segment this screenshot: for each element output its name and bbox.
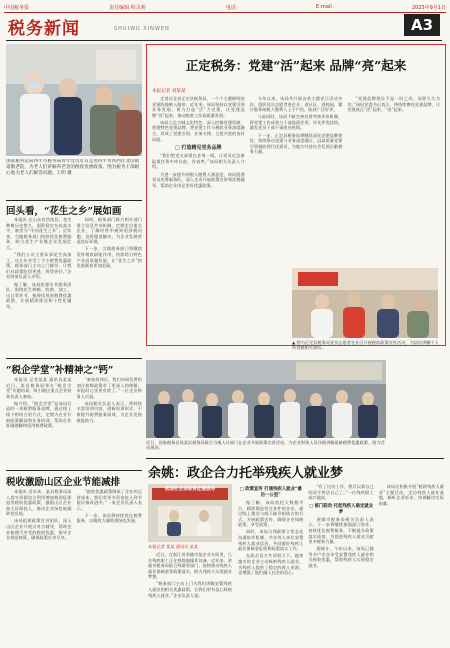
divider-rule [6, 358, 142, 359]
section-title: 税务新闻 [8, 19, 80, 39]
story2-paragraph: 据介绍，“税企学堂”是该局打造的一项税费服务品牌，通过线上线下相结合的方式，定期为企业开展政策解读和业务培训，帮助企业准确理解和适用税费政策。 [6, 400, 72, 429]
divider-rule [146, 458, 444, 459]
story3-paragraph: 下一步，该局将持续优化税费服务，以税收力量助推绿色发展。 [76, 512, 142, 524]
story2-column [77, 377, 143, 465]
story3-column [6, 489, 72, 643]
feature-column [152, 96, 245, 340]
photo-feature-activity [292, 268, 438, 338]
feature-subhead: □ 打造精见党务品牌 [175, 145, 222, 152]
email-label: E-mail [316, 4, 332, 10]
issue-date: 2023年9月1日 [411, 4, 446, 11]
story1-headline: 回头看，“花生之乡”展如画 [6, 206, 122, 217]
section-masthead [6, 12, 442, 41]
feature-paragraph: 今年以来，该局共开展各类主题党日活动多次，组织党员志愿者进企业、进社区、进校园，累计服务纳税人缴费人上千户次，收获广泛好评。 [249, 96, 343, 113]
story3-paragraph: 该局组建政策宣讲团队，深入山区企业开展点对点辅导，帮助企业梳理可享受的税收优惠，指导企业规范核算，确保政策应享尽享。 [6, 518, 72, 541]
story1-paragraph: 同时，税务部门联合相关部门建立信息共享机制，定期走访重点企业，了解经营中遇到的涉税问题，及时跟进解决，为企业发展营造良好环境。 [76, 217, 142, 245]
story4-paragraph: 据了解，该局依托大数据平台，精准筛选符合条件的企业，通过线上推送与线下辅导相结合的方式，开展政策宣传，确保企业知晓政策、享受政策。 [238, 500, 304, 528]
divider-rule [6, 200, 142, 201]
story2-headline: “税企学堂”补精神之“钙” [6, 365, 114, 376]
feature-paragraph: 下一步，正定县税务局将继续深化党建品牌建设，持续推动党建与业务深度融合，以高质量党建引领税收现代化建设，为地方经济社会发展贡献税务力量。 [249, 132, 343, 155]
story4-paragraph: 据统计，今年以来，该局已辅导多户企业享受安置残疾人就业相关税收优惠，帮助残疾人实现稳定就业。 [308, 546, 374, 569]
story4-column [379, 484, 444, 644]
story2-body [6, 377, 142, 465]
story1-paragraph: 本报讯 在山东省莒南县，花生种植历史悠久，面积稳定在较高水平，被誉为“中国花生之乡”。近年来，当地税务部门持续优化税费服务，助力花生产业链企业发展壮大。 [6, 217, 72, 250]
story4-paragraph: 近日，在浙江省余姚市某企业车间里，几名残疾职工正在熟练地操作设备。近年来，余姚市税务局联合残联等部门，持续推动残疾人就业保障金等政策落实，助力残疾人实现就业梦想。 [148, 552, 232, 580]
story3-paragraph: 本报讯 近年来，某县税务局深入落实资源综合利用增值税即征即退等税收优惠政策，激励山区企业加大环保投入，推动企业绿色低碳转型发展。 [6, 489, 72, 517]
section-subtitle: SHUIWU XINWEN [114, 26, 170, 32]
story4-paragraph: 余姚市税务局相关负责人表示，下一步将继续加强部门协作，持续优化税费服务，不断提升政策落实质效，为促进残疾人就业贡献更多税务力量。 [308, 516, 374, 545]
feature-paragraph: 走进河北省正定县税务局，一个个主题鲜明的党建阵地映入眼帘。近年来，该局坚持以党建引领业务发展，着力打造“活”力党建，让党建品牌“亮”起来，推动税收工作高质量发展。 [152, 96, 245, 118]
photo2-caption: 近日，国家税务总局某县税务局联合当地人社部门在企业开展政策宣讲活动，为企业财务人员详细讲解最新税费优惠政策。图为活动现场。 [146, 440, 385, 451]
photo1-caption: 国家税务总局四平市税务局青年党员近日走进四平市铁西区北山街道敬老院，为老人们讲解养老金的税收优惠政策。图为税务干部耐心地为老人们解答问题。王明 摄 [6, 159, 140, 176]
story4-column [308, 484, 373, 644]
photo-training-hall [146, 360, 386, 438]
story3-paragraph: “税收优惠政策降低了企业的运营成本，我们有更多资金投入到节能设备改造中。”一家企业负责人表示。 [76, 489, 142, 511]
story3-body [6, 489, 142, 643]
story2-paragraph: 该局相关负责人表示，将持续丰富培训内容，创新培训形式，不断提升税费服务质效，为企业发展赋能助力。 [76, 400, 142, 423]
story1-paragraph: “我们公司主要从事花生深加工，这几年享受了不少税费优惠政策，税务部门主动上门辅导，让我们对政策吃得更透、用得更好。”企业财务负责人介绍。 [6, 252, 72, 280]
story1-body [6, 217, 142, 342]
divider-rule [6, 470, 142, 471]
story4-paragraph: 同时，该局与残联建立常态化沟通协作机制，共享用人单位安置残疾人就业信息，共同做好残疾人就业保障金征收和政策落实工作。 [238, 529, 304, 552]
story4-subhead: □ 部门联动 托起残疾人稳定就业梦 [308, 503, 374, 515]
feature-paragraph: 为进一步提升纳税人缴费人满意度，该局组建党员先锋服务队，深入企业开展政策宣讲和涉税辅导，帮助企业用足用好优惠政策。 [152, 171, 245, 188]
feature-paragraph: “党建品牌建设不是一时之功，而要久久为功。”该局党委书记表示，将持续擦亮党建品牌，让党建真正“活”起来、“亮”起来。 [347, 96, 441, 113]
story4-column [238, 484, 303, 644]
story2-paragraph: “参加培训后，我们对研发费用加计扣除政策有了更深入的理解，申报时心里更有底了。”一位企业财务人员说。 [76, 377, 142, 399]
feature-byline: 本报记者 刘某某 [152, 89, 186, 94]
story4-subhead: □ 政策宣传 打通残疾人就业“最后一公里” [239, 487, 302, 498]
story4-paragraph: “有了这份工作，我可以靠自己的双手养活自己了。”一位残疾职工高兴地说。 [308, 484, 374, 501]
story2-paragraph: 本报讯 记者某某 通讯员某某 近日，某县税务局举办“税企学堂”专题培训，吸引辖区重点企业财务负责人参加。 [6, 377, 72, 399]
feature-photo-caption: ▲ 图为正定县税务局党员志愿者在社区开展税收政策宣传活动，为居民讲解个人所得税相关知识。 [292, 340, 439, 351]
story1-paragraph: 下一步，当地税务部门将继续发挥税收职能作用，持续助力特色产业高质量发展，让“花生之乡”的发展画卷更加美丽。 [76, 246, 142, 269]
feature-paragraph: 该局立足古城文化特色，深入挖掘党建资源，创建特色党建品牌，将党建工作与税收业务深度融合，形成了党建引领、业务支撑、互促共进的良好局面。 [152, 119, 245, 142]
story2-column [6, 377, 72, 465]
feature-headline: 正定税务：党建“活”起来 品牌“亮”起来 [185, 58, 407, 73]
story3-column [77, 489, 143, 643]
feature-paragraph: “我们把党支部建在业务一线，让党员在急难险重任务中冲在前、作表率。”该局相关负责人介绍。 [152, 153, 245, 170]
story3-headline: 税收激励山区企业节能减排 [6, 477, 121, 488]
story4-byline: 本报记者 某某 通讯员 某某 [148, 544, 199, 549]
phone-label: 电话 [225, 4, 236, 11]
story1-column [77, 217, 143, 342]
feature-paragraph: 与此同时，该局不断完善党建考核评价机制，将党建工作成效与干部选拔任用、评先评优挂钩，激发党员干部干事创业热情。 [249, 114, 343, 131]
story4-headline: 余姚：政企合力托举残疾人就业梦 [148, 466, 344, 481]
story4-body [238, 484, 444, 644]
paper-name: 中国税务报 [4, 4, 30, 11]
story1-column [6, 217, 72, 342]
story1-paragraph: 据了解，该局组建专业服务团队，围绕花生种植、收购、加工、出口等环节，梳理适用的税费优惠政策，开展精准推送和个性化辅导。 [6, 281, 72, 309]
photo-elderly-visit [6, 44, 142, 156]
story4-paragraph: 该局还积极开展“税助残疾人就业”主题活动，走访残疾人就业基地，倾听企业诉求，协调解决实际困难。 [378, 484, 444, 506]
photo-label: 推进社会保险费征缴服务 [164, 487, 216, 492]
story4-body-left [148, 552, 232, 644]
page-number-badge: A3 [404, 14, 440, 36]
editor-label: 责任编辑 程灵莉 [109, 4, 146, 11]
story4-paragraph: “税务部门主动上门为我们讲解安置残疾人就业的相关优惠政策，让我们更有信心吸纳残疾人就业。”企业负责人说。 [148, 581, 232, 598]
story4-paragraph: 在政企双方共同努力下，越来越多的企业主动吸纳残疾人就业，为残疾人提供了稳定的收入来源，也增强了他们融入社会的信心。 [238, 553, 304, 576]
